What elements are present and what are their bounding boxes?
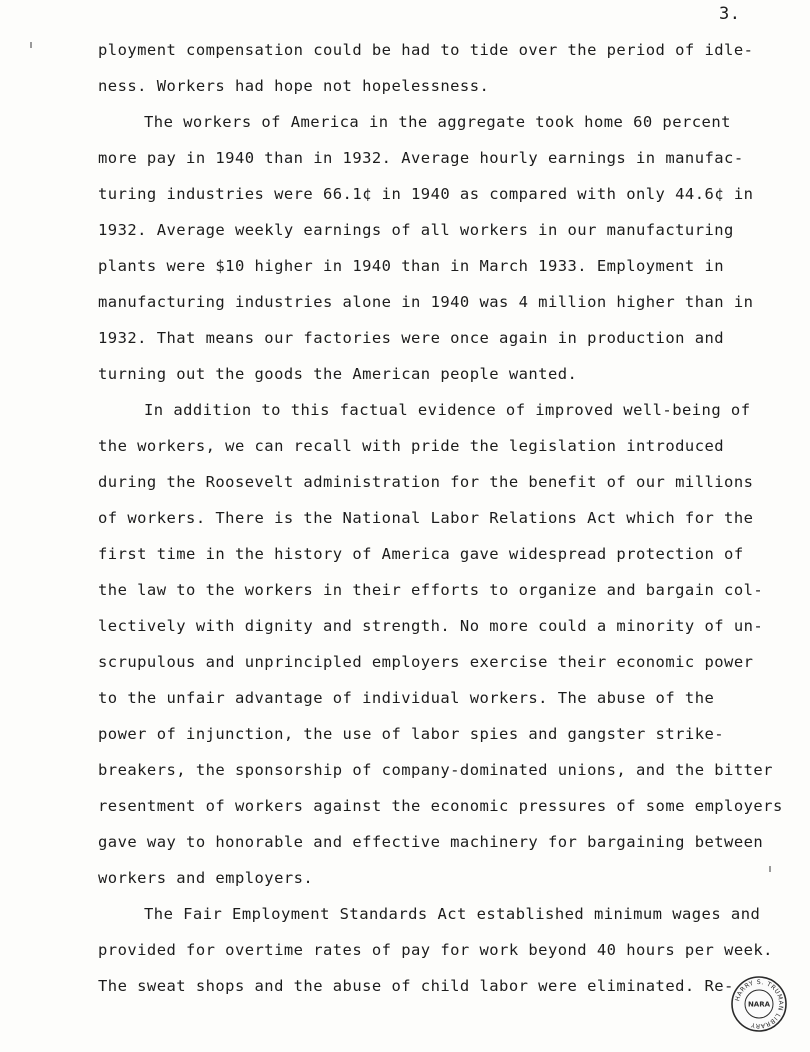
- text-line: scrupulous and unprincipled employers exercise their economic power: [98, 653, 754, 671]
- text-line: to the unfair advantage of individual workers. The abuse of the: [98, 689, 715, 707]
- text-line: more pay in 1940 than in 1932. Average hourly earnings in manufac-: [98, 149, 744, 167]
- text-line: the workers, we can recall with pride the legislation introduced: [98, 437, 725, 455]
- text-line: breakers, the sponsorship of company-dominated unions, and the bitter: [98, 761, 773, 779]
- text-line: workers and employers.: [98, 869, 314, 887]
- text-line: ness. Workers had hope not hopelessness.: [98, 77, 490, 95]
- text-line: turning out the goods the American people wanted.: [98, 365, 578, 383]
- text-line: resentment of workers against the economic pressures of some employers: [98, 797, 783, 815]
- text-line: turing industries were 66.1¢ in 1940 as compared with only 44.6¢ in: [98, 185, 754, 203]
- text-line: 1932. Average weekly earnings of all workers in our manufacturing: [98, 221, 734, 239]
- text-line: power of injunction, the use of labor spies and gangster strike-: [98, 725, 725, 743]
- text-line: first time in the history of America gave widespread protection of: [98, 545, 744, 563]
- text-line: ployment compensation could be had to tide over the period of idle-: [98, 41, 754, 59]
- stamp-inner-text: NARA: [747, 1000, 771, 1009]
- paragraph-start-line: The Fair Employment Standards Act established minimum wages and: [144, 905, 761, 923]
- text-line: gave way to honorable and effective machinery for bargaining between: [98, 833, 764, 851]
- page-number: 3.: [719, 4, 741, 24]
- scan-mark: [30, 42, 32, 48]
- text-line: during the Roosevelt administration for the benefit of our millions: [98, 473, 754, 491]
- archive-stamp-icon: [730, 975, 788, 1033]
- stamp-outer-text: HARRY S. TRUMAN LIBRARY: [734, 978, 785, 1030]
- text-line: lectively with dignity and strength. No more could a minority of un-: [98, 617, 764, 635]
- text-line: The sweat shops and the abuse of child labor were eliminated. Re-: [98, 977, 734, 995]
- text-line: provided for overtime rates of pay for work beyond 40 hours per week.: [98, 941, 773, 959]
- text-line: of workers. There is the National Labor Relations Act which for the: [98, 509, 754, 527]
- text-line: 1932. That means our factories were once again in production and: [98, 329, 725, 347]
- paragraph-start-line: In addition to this factual evidence of improved well-being of: [144, 401, 751, 419]
- text-line: the law to the workers in their efforts to organize and bargain col-: [98, 581, 764, 599]
- text-line: manufacturing industries alone in 1940 was 4 million higher than in: [98, 293, 754, 311]
- scan-mark: [769, 866, 771, 872]
- paragraph-start-line: The workers of America in the aggregate took home 60 percent: [144, 113, 731, 131]
- text-line: plants were $10 higher in 1940 than in March 1933. Employment in: [98, 257, 725, 275]
